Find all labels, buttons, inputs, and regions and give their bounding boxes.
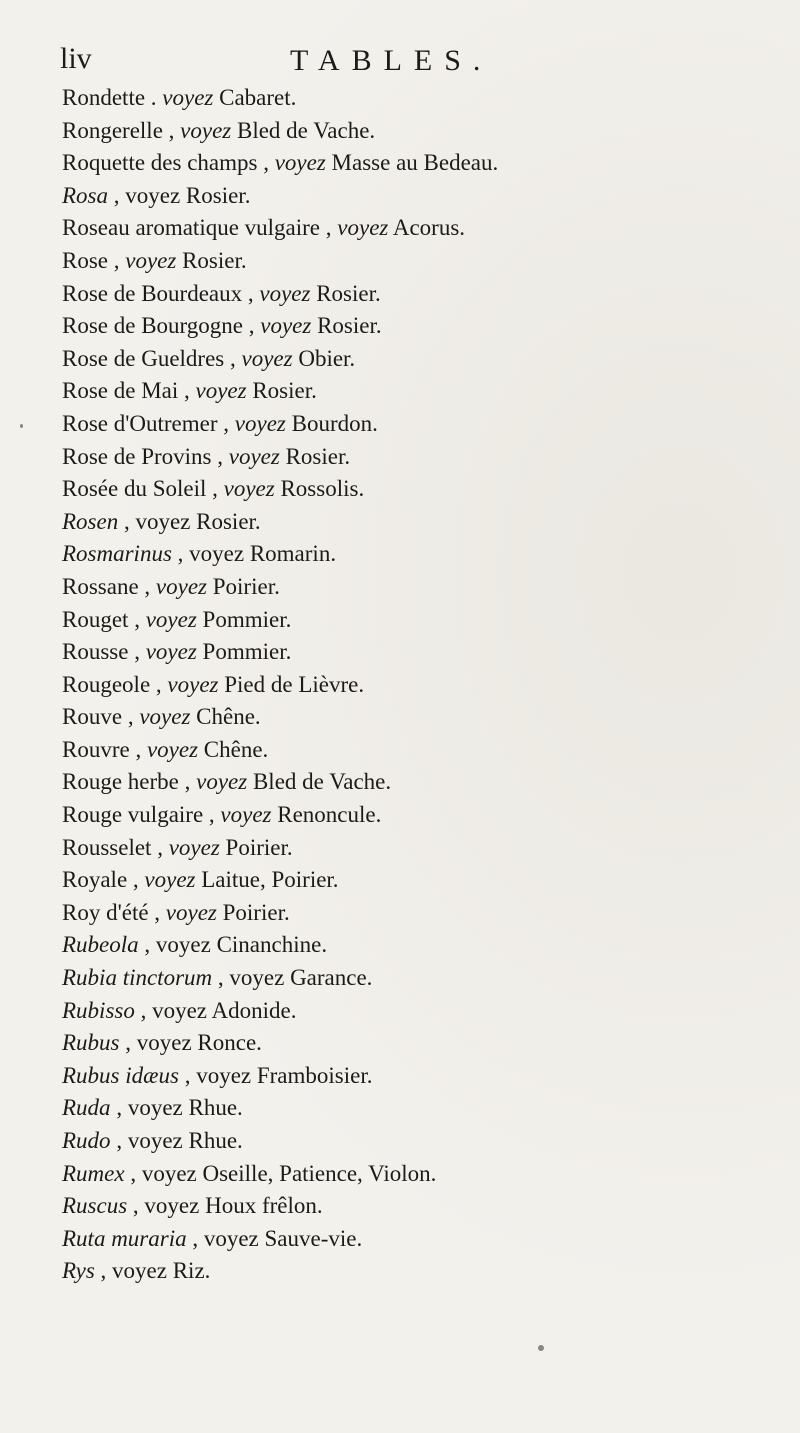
index-entry <box>62 929 498 962</box>
entry-separator: , <box>123 508 130 534</box>
entry-voyez: voyez <box>125 247 177 273</box>
entry-term: Rose d'Outremer <box>62 410 218 436</box>
entry-term: Rouge herbe <box>62 769 179 795</box>
entry-term: Roseau aromatique vulgaire <box>62 215 321 241</box>
index-entry <box>62 962 498 995</box>
entry-voyez: voyez <box>241 345 293 371</box>
index-entry <box>62 180 498 213</box>
entry-separator: , <box>217 443 223 469</box>
entry-separator: , <box>247 280 254 306</box>
entry-separator: , <box>135 736 142 762</box>
entry-voyez: voyez <box>155 573 207 599</box>
index-entry <box>62 1223 498 1256</box>
entry-target: Poirier. <box>212 573 280 599</box>
entry-term: Rys <box>62 1258 95 1284</box>
entry-target: Chêne. <box>196 704 261 730</box>
entry-separator: , <box>113 182 120 208</box>
entry-voyez: voyez <box>203 1225 259 1251</box>
entry-target: Rosier. <box>182 247 247 273</box>
index-entry <box>62 1092 498 1125</box>
entry-separator: , <box>113 247 120 273</box>
entry-voyez: voyez <box>135 508 191 534</box>
entry-separator: , <box>217 965 224 991</box>
entry-voyez: voyez <box>127 1095 183 1121</box>
entry-target: Sauve-vie. <box>264 1225 363 1251</box>
index-entry <box>62 766 498 799</box>
entry-target: Cinanchine. <box>216 932 328 958</box>
entry-term: Rosmarinus <box>62 541 172 567</box>
entry-term: Rosen <box>62 508 119 534</box>
entry-separator: , <box>157 834 163 860</box>
entry-term: Rougeole <box>62 671 151 697</box>
index-entry <box>62 538 498 571</box>
entry-separator: , <box>223 410 230 436</box>
entry-voyez: voyez <box>112 1258 167 1284</box>
entry-voyez: voyez <box>145 639 197 665</box>
entry-target: Rosier. <box>252 378 317 404</box>
index-entry <box>62 1158 498 1191</box>
entry-voyez: voyez <box>125 182 181 208</box>
entry-voyez: voyez <box>165 899 217 925</box>
entry-target: Poirier. <box>225 834 293 860</box>
index-entry <box>62 995 498 1028</box>
entry-voyez: voyez <box>195 378 247 404</box>
entry-voyez: voyez <box>274 150 326 176</box>
entry-separator: , <box>248 313 255 339</box>
entry-target: Cabaret. <box>219 85 297 110</box>
index-entry <box>62 115 498 148</box>
entry-target: Obier. <box>298 345 356 371</box>
entry-term: Rosée du Soleil <box>62 476 207 502</box>
entry-separator: , <box>230 345 236 371</box>
index-entry <box>62 734 498 767</box>
entry-voyez: voyez <box>337 215 389 241</box>
entry-term: Rossane <box>62 573 139 599</box>
index-entry <box>62 408 498 441</box>
index-entry <box>62 343 498 376</box>
entry-voyez: voyez <box>228 443 280 469</box>
index-entry <box>62 1125 498 1158</box>
entry-voyez: voyez <box>234 410 286 436</box>
entry-voyez: voyez <box>162 85 214 110</box>
entry-voyez: voyez <box>144 867 196 893</box>
entry-term: Rondette <box>62 85 146 110</box>
entry-target: Rossolis. <box>280 476 365 502</box>
index-entry <box>62 310 498 343</box>
index-entry <box>62 245 498 278</box>
index-entry <box>62 897 498 930</box>
entry-separator: , <box>184 378 190 404</box>
entry-target: Acorus. <box>392 215 466 241</box>
entry-separator: , <box>192 1225 199 1251</box>
index-entry <box>62 147 498 180</box>
entry-separator: , <box>168 117 175 143</box>
index-entry <box>62 864 498 897</box>
entry-term: Roquette des champs <box>62 150 258 176</box>
entry-separator: , <box>154 899 161 925</box>
running-title: TABLES. <box>290 44 493 77</box>
entry-target: Chêne. <box>203 736 269 762</box>
index-entry <box>62 375 498 408</box>
entry-term: Rose de Mai <box>62 378 179 404</box>
entry-separator: . <box>150 85 157 110</box>
entry-voyez: voyez <box>220 802 272 828</box>
entry-term: Rubeola <box>62 932 139 958</box>
entry-term: Rouvre <box>62 736 130 762</box>
entry-target: Garance. <box>290 965 373 991</box>
entry-target: Ronce. <box>197 1030 262 1056</box>
entry-voyez: voyez <box>139 704 191 730</box>
entry-separator: , <box>184 1062 191 1088</box>
entry-target: Laitue, Poirier. <box>201 867 339 893</box>
index-entry <box>62 441 498 474</box>
entry-term: Rouve <box>62 704 123 730</box>
paper-speck <box>538 1345 544 1351</box>
entry-term: Roy d'été <box>62 899 149 925</box>
entry-separator: , <box>100 1258 107 1284</box>
entry-target: Rosier. <box>196 508 261 534</box>
entry-term: Rubisso <box>62 997 135 1023</box>
entry-term: Ruscus <box>62 1193 128 1219</box>
entry-target: Framboisier. <box>256 1062 373 1088</box>
index-entry <box>62 1027 498 1060</box>
entry-voyez: voyez <box>145 606 197 632</box>
entry-target: Bled de Vache. <box>236 117 376 143</box>
index-entry <box>62 832 498 865</box>
entry-target: Rosier. <box>185 182 251 208</box>
entry-separator: , <box>155 671 162 697</box>
entry-voyez: voyez <box>136 1030 192 1056</box>
entry-separator: , <box>263 150 269 176</box>
entry-separator: , <box>144 932 151 958</box>
entry-term: Royale <box>62 867 128 893</box>
entry-separator: , <box>134 606 140 632</box>
entry-voyez: voyez <box>196 769 248 795</box>
entry-term: Ruta muraria <box>62 1225 187 1251</box>
entry-separator: , <box>134 639 140 665</box>
entry-voyez: voyez <box>127 1128 183 1153</box>
entry-target: Pommier. <box>202 606 292 632</box>
entry-term: Rudo <box>62 1128 111 1153</box>
entry-separator: , <box>116 1128 123 1153</box>
entry-separator: , <box>130 1160 137 1186</box>
entry-term: Rosa <box>62 182 108 208</box>
entry-target: Pied de Lièvre. <box>224 671 365 697</box>
entry-term: Rouget <box>62 606 129 632</box>
index-entry <box>62 1060 498 1093</box>
entry-separator: , <box>184 769 191 795</box>
entry-term: Rose de Provins <box>62 443 212 469</box>
page-header <box>60 40 760 80</box>
entry-term: Rose de Gueldres <box>62 345 225 371</box>
entry-target: Oseille, Patience, Violon. <box>202 1160 437 1186</box>
entry-target: Adonide. <box>211 997 297 1023</box>
entry-target: Rhue. <box>188 1095 243 1121</box>
entry-voyez: voyez <box>229 965 285 991</box>
index-entry <box>62 1255 498 1288</box>
entry-separator: , <box>212 476 218 502</box>
entry-voyez: voyez <box>260 313 312 339</box>
entry-separator: , <box>177 541 184 567</box>
entry-separator: , <box>144 573 151 599</box>
entry-separator: , <box>116 1095 123 1121</box>
entry-separator: , <box>140 997 147 1023</box>
entry-voyez: voyez <box>180 117 232 143</box>
entry-target: Bled de Vache. <box>252 769 392 795</box>
entry-term: Rubus <box>62 1030 120 1056</box>
entry-target: Riz. <box>172 1258 211 1284</box>
entry-separator: , <box>132 867 139 893</box>
entry-voyez: voyez <box>168 834 220 860</box>
entry-voyez: voyez <box>223 476 275 502</box>
entry-separator: , <box>208 802 215 828</box>
entry-target: Rosier. <box>316 280 381 306</box>
entry-voyez: voyez <box>189 541 245 567</box>
entry-term: Rousselet <box>62 834 152 860</box>
index-entry <box>62 278 498 311</box>
entry-voyez: voyez <box>141 1160 197 1186</box>
entry-separator: , <box>325 215 332 241</box>
entry-term: Rousse <box>62 639 129 665</box>
entry-target: Poirier. <box>222 899 290 925</box>
entry-term: Rouge vulgaire <box>62 802 204 828</box>
entry-term: Rose de Bourdeaux <box>62 280 243 306</box>
entry-separator: , <box>125 1030 131 1056</box>
entry-voyez: voyez <box>144 1193 200 1219</box>
index-entry-list <box>62 82 498 1288</box>
paper-speck <box>20 424 23 428</box>
entry-target: Renoncule. <box>277 802 382 828</box>
index-entry <box>62 506 498 539</box>
index-entry <box>62 1190 498 1223</box>
index-entry <box>62 669 498 702</box>
entry-term: Ruda <box>62 1095 111 1121</box>
entry-term: Rubia tinctorum <box>62 965 213 991</box>
entry-voyez: voyez <box>155 932 211 958</box>
entry-voyez: voyez <box>146 736 199 762</box>
index-entry <box>62 571 498 604</box>
entry-term: Rubus idæus <box>62 1062 179 1088</box>
entry-term: Rumex <box>62 1160 125 1186</box>
entry-target: Rosier. <box>317 313 382 339</box>
entry-target: Bourdon. <box>291 410 378 436</box>
index-entry <box>62 799 498 832</box>
entry-target: Pommier. <box>202 639 292 665</box>
entry-target: Masse au Bedeau. <box>331 150 499 176</box>
entry-voyez: voyez <box>196 1062 252 1088</box>
page-number: liv <box>60 42 92 75</box>
index-entry <box>62 82 498 115</box>
index-entry <box>62 604 498 637</box>
entry-separator: , <box>132 1193 139 1219</box>
entry-voyez: voyez <box>167 671 219 697</box>
entry-term: Rose de Bourgogne <box>62 313 244 339</box>
index-entry <box>62 701 498 734</box>
entry-term: Rose <box>62 247 108 273</box>
entry-target: Rosier. <box>285 443 351 469</box>
entry-target: Houx frêlon. <box>205 1193 323 1219</box>
entry-target: Rhue. <box>188 1128 243 1153</box>
entry-separator: , <box>127 704 134 730</box>
entry-voyez: voyez <box>152 997 208 1023</box>
entry-term: Rongerelle <box>62 117 163 143</box>
index-entry <box>62 473 498 506</box>
index-entry <box>62 636 498 669</box>
entry-voyez: voyez <box>259 280 311 306</box>
index-entry <box>62 212 498 245</box>
entry-target: Romarin. <box>249 541 337 567</box>
